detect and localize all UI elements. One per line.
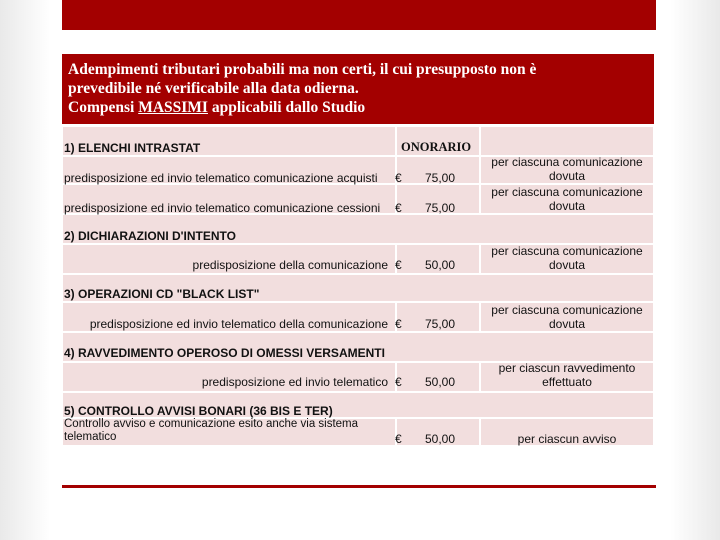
item-description: Controllo avviso e comunicazione esito anche via sistema telematico: [64, 418, 359, 443]
onorario-column-header: ONORARIO: [401, 140, 472, 154]
section-title-avvisi-bonari: 5) CONTROLLO AVVISI BONARI (36 BIS E TER): [64, 404, 333, 418]
section-title-dichiarazioni: 2) DICHIARAZIONI D'INTENTO: [64, 229, 236, 243]
currency-symbol: €: [395, 317, 402, 331]
bottom-accent-line: [62, 485, 656, 488]
currency-symbol: €: [395, 258, 402, 272]
item-description: predisposizione ed invio telematico della comunicazione: [89, 317, 388, 331]
fees-table: [62, 126, 654, 446]
slide-header: [62, 54, 654, 124]
item-amount: 75,00: [425, 201, 456, 215]
item-description: predisposizione della comunicazione: [192, 258, 388, 272]
item-note: per ciascuna comunicazione dovuta: [491, 155, 643, 183]
currency-symbol: €: [395, 375, 402, 389]
item-note: per ciascuna comunicazione dovuta: [491, 303, 643, 331]
header-line-1: Adempimenti tributari probabili ma non certi, il cui presupposto non è: [68, 61, 537, 78]
currency-symbol: €: [395, 201, 402, 215]
table-cell: [480, 126, 654, 156]
header-underlined-word: MASSIMI: [138, 99, 208, 116]
item-note: per ciascuna comunicazione dovuta: [491, 185, 643, 213]
item-note: per ciascun ravvedimento effettuato: [498, 361, 636, 389]
header-line-3: [68, 98, 648, 117]
item-amount: 75,00: [425, 317, 456, 331]
item-amount: 75,00: [425, 171, 456, 185]
right-gradient-margin: [670, 0, 720, 540]
item-amount: 50,00: [425, 258, 456, 272]
item-note: per ciascun avviso: [517, 432, 617, 446]
header-line-3-prefix: Compensi: [68, 99, 139, 116]
header-line-2: prevedibile né verificabile alla data odierna.: [68, 80, 359, 97]
left-gradient-margin: [0, 0, 50, 540]
section-title-intrastat: 1) ELENCHI INTRASTAT: [64, 141, 201, 155]
top-accent-bar: [62, 0, 656, 30]
item-amount: 50,00: [425, 375, 456, 389]
item-note: per ciascuna comunicazione dovuta: [491, 244, 643, 272]
header-line-3-suffix: applicabili dallo Studio: [207, 99, 366, 116]
currency-symbol: €: [395, 432, 402, 446]
section-title-ravvedimento: 4) RAVVEDIMENTO OPEROSO DI OMESSI VERSAMENTI: [64, 346, 385, 360]
section-title-black-list: 3) OPERAZIONI CD "BLACK LIST": [64, 287, 260, 301]
currency-symbol: €: [395, 171, 402, 185]
item-description: predisposizione ed invio telematico: [201, 375, 388, 389]
item-amount: 50,00: [425, 432, 456, 446]
item-description: predisposizione ed invio telematico comunicazione acquisti: [64, 171, 378, 185]
item-description: predisposizione ed invio telematico comunicazione cessioni: [64, 201, 381, 215]
